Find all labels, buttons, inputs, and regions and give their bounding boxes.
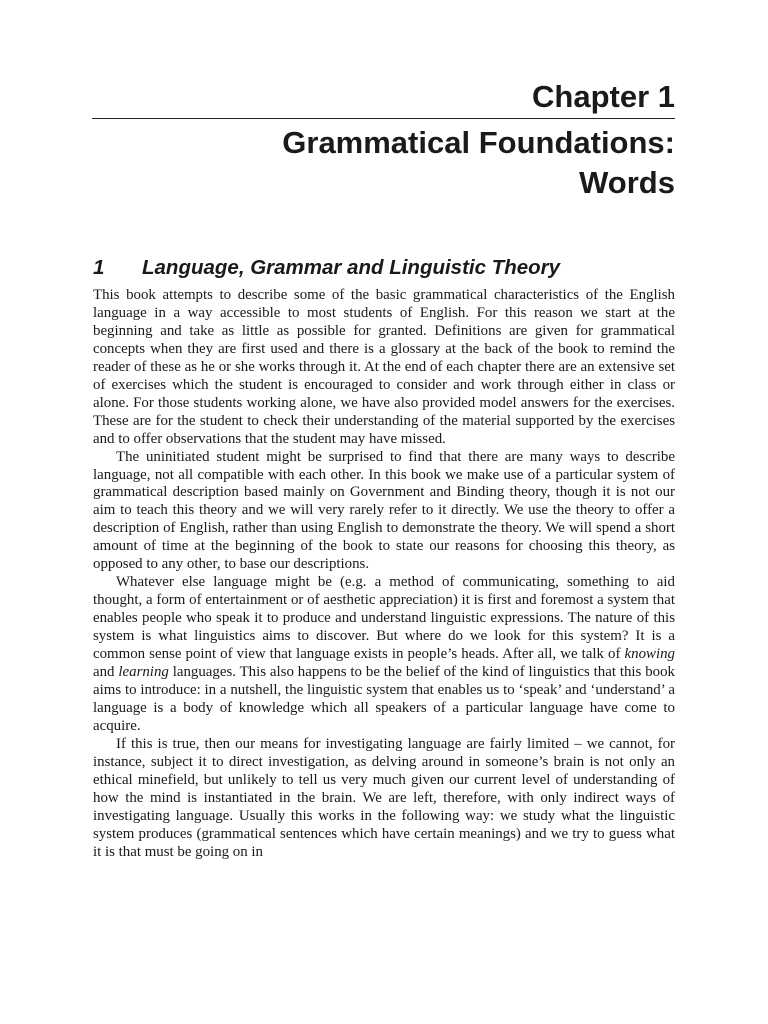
section-title: Language, Grammar and Linguistic Theory [142,256,561,279]
paragraph-3 [93,574,675,736]
paragraph-4: If this is true, then our means for investigating language are fairly limited – we cannot, for instance, subject it to direct investigation, as delving around in someone’s brain is not only an ethical minefield, but unlikely to tell us very much given our current level of understanding of how the mind is instantiated in the brain. We are left, therefore, with only indirect ways of investigating language. Usually this works in the following way: we study what the linguistic system produces (grammatical sentences which have certain meanings) and we try to guess what it is that must be going on in [93,735,675,860]
chapter-heading [92,78,675,203]
emphasis-learning: learning [118,664,169,681]
chapter-label: Chapter 1 [532,79,675,114]
paragraph-2: The uninitiated student might be surprised to find that there are many ways to describe language, not all compatible with each other. In this book we make use of a particular system of grammatical description based mainly on Government and Binding theory, though it is not our aim to teach this theory and we will very rarely refer to it directly. We use the theory to offer a description of English, rather than using English to demonstrate the theory. We will spend a short amount of time at the beginning of the book to state our reasons for choosing this theory, as opposed to any other, to base our descriptions. [93,448,675,573]
chapter-rule [92,118,675,119]
chapter-title-line-1: Grammatical Foundations: [282,125,675,160]
body-text [93,287,675,862]
chapter-title [92,123,675,203]
paragraph-3-part-a: Whatever else language might be (e.g. a method of communicating, something to aid thought, a form of entertainment or of aesthetic appreciation) it is first and foremost a system that enables people who speak it to produce and understand linguistic expressions. The nature of this system is what linguistics aims to discover. But where do we look for this system? It is a common sense point of view that language exists in people’s heads. After all, we talk of [93,574,675,663]
emphasis-knowing: knowing [624,646,675,663]
paragraph-1: This book attempts to describe some of the basic grammatical characteristics of the English language in a way accessible to most students of English. For this reason we start at the beginning and take as little as possible for granted. Definitions are given for grammatical concepts when they are first used and there is a glossary at the back of the book to remind the reader of these as he or she works through it. At the end of each chapter there are an extensive set of exercises which the student is encouraged to consider and work through either in class or alone. For those students working alone, we have also provided model answers for the exercises. These are for the student to check their understanding of the material supported by the exercises and to offer observations that the student may have missed. [93,287,675,447]
paragraph-3-part-c: languages. This also happens to be the belief of the kind of linguistics that this book aims to introduce: in a nutshell, the linguistic system that enables us to ‘speak’ and ‘understand’ a language is a body of knowledge which all speakers of a particular language have come to acquire. [93,664,675,734]
chapter-title-line-2: Words [579,165,675,200]
section-number: 1 [93,256,105,279]
section-heading [93,254,560,282]
paragraph-3-part-b: and [93,664,119,681]
